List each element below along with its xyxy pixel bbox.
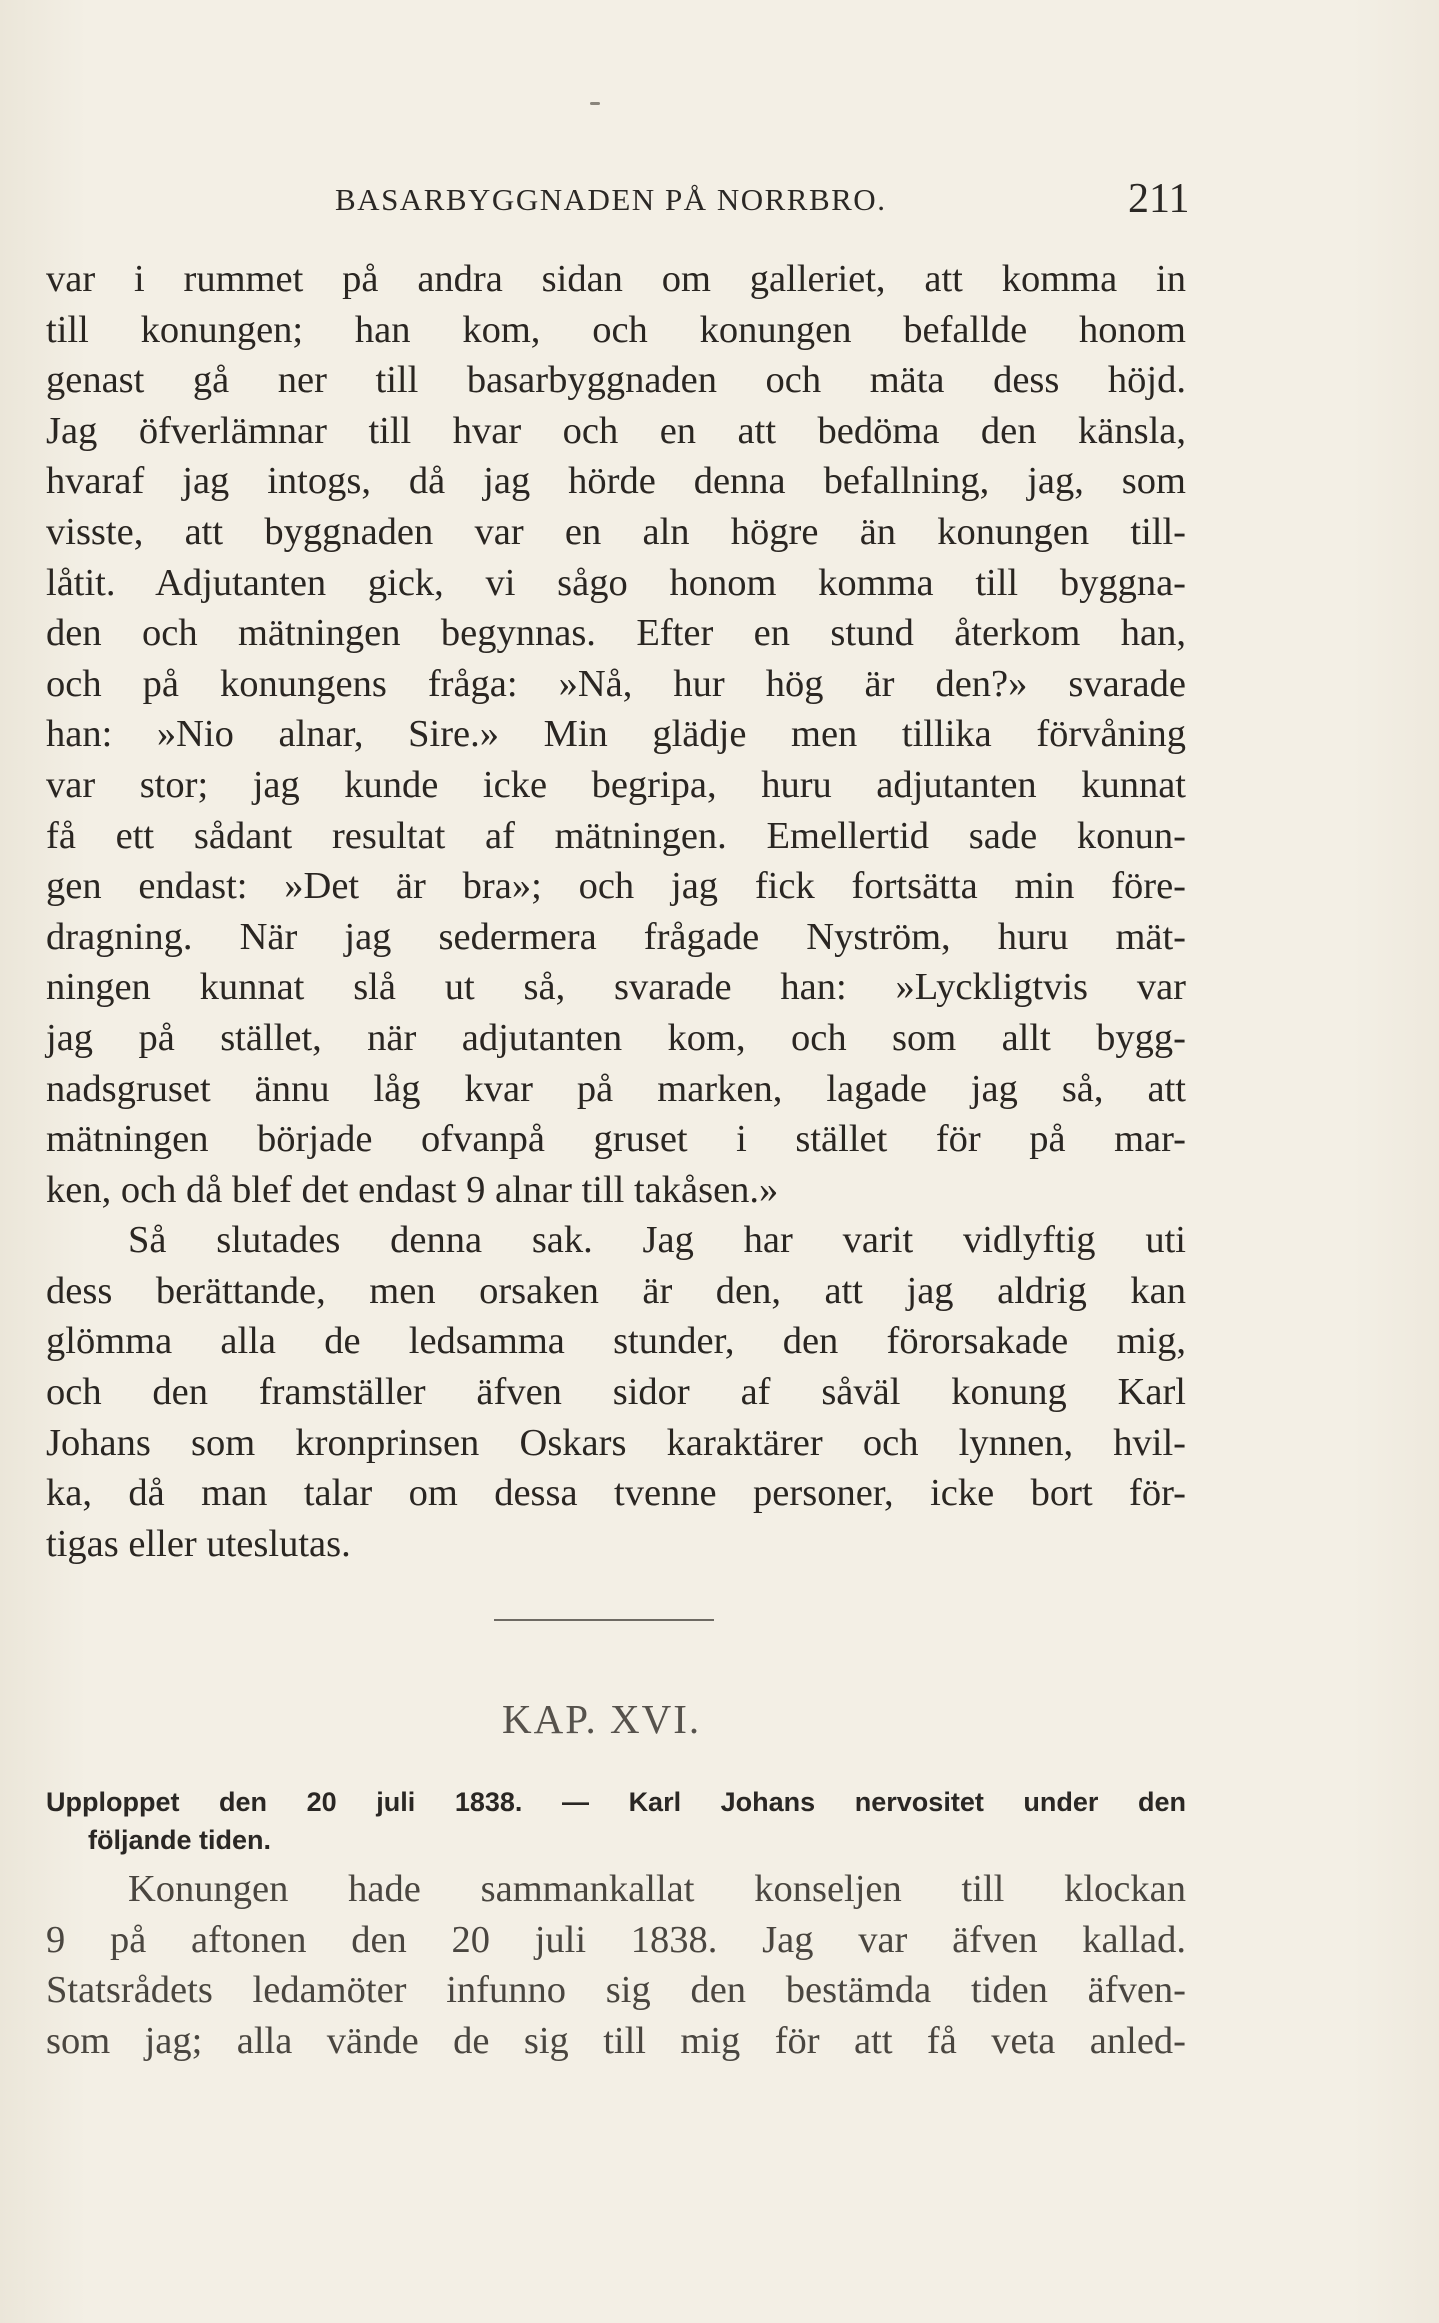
section-divider <box>494 1619 714 1621</box>
text-line: han: »Nio alnar, Sire.» Min glädje men tillika förvåning <box>46 713 1186 756</box>
summary-line: Upploppet den 20 juli 1838. — Karl Johans nervositet under den <box>46 1787 1186 1817</box>
text-line: ken, och då blef det endast 9 alnar till takåsen.» <box>46 1168 779 1211</box>
summary-line: följande tiden. <box>88 1825 272 1855</box>
text-line: den och mätningen begynnas. Efter en stund återkom han, <box>46 612 1186 655</box>
text-line: dragning. När jag sedermera frågade Nyström, huru mät- <box>46 915 1186 958</box>
text-line: var i rummet på andra sidan om galleriet, att komma in <box>46 258 1186 300</box>
text-line: var stor; jag kunde icke begripa, huru adjutanten kunnat <box>46 763 1186 806</box>
text-line: hvaraf jag intogs, då jag hörde denna befallning, jag, som <box>46 460 1186 503</box>
paper-speck <box>590 102 600 105</box>
text-line: 9 på aftonen den 20 juli 1838. Jag var äfven kallad. <box>46 1918 1186 1961</box>
text-line: genast gå ner till basarbyggnaden och mäta dess höjd. <box>46 359 1186 402</box>
text-line: låtit. Adjutanten gick, vi sågo honom komma till byggna- <box>46 561 1186 604</box>
text-line: och på konungens fråga: »Nå, hur hög är den?» svarade <box>46 662 1186 705</box>
text-line: Johans som kronprinsen Oskars karaktärer och lynnen, hvil- <box>46 1421 1186 1464</box>
text-line: nadsgruset ännu låg kvar på marken, lagade jag så, att <box>46 1067 1186 1110</box>
text-line: till konungen; han kom, och konungen befallde honom <box>46 308 1186 351</box>
running-head: BASARBYGGNADEN PÅ NORRBRO. <box>335 182 887 217</box>
text-line: gen endast: »Det är bra»; och jag fick fortsätta min före- <box>46 865 1186 908</box>
body-text <box>46 254 1186 1569</box>
text-line: mätningen började ofvanpå gruset i stället för på mar- <box>46 1118 1186 1161</box>
text-line: få ett sådant resultat af mätningen. Emellertid sade konun- <box>46 814 1186 857</box>
text-line: Konungen hade sammankallat konseljen till klockan <box>128 1868 1186 1910</box>
text-line: visste, att byggnaden var en aln högre än konungen till- <box>46 510 1186 553</box>
text-line: som jag; alla vände de sig till mig för att få veta anled- <box>46 2019 1186 2062</box>
text-line: tigas eller uteslutas. <box>46 1522 351 1565</box>
page-number: 211 <box>1128 176 1190 222</box>
text-line: Jag öfverlämnar till hvar och en att bedöma den känsla, <box>46 409 1186 452</box>
chapter-summary <box>46 1783 1186 1859</box>
text-line: glömma alla de ledsamma stunder, den förorsakade mig, <box>46 1320 1186 1363</box>
text-line: och den framställer äfven sidor af såväl konung Karl <box>46 1371 1186 1414</box>
chapter-text <box>46 1864 1186 2066</box>
text-line: Så slutades denna sak. Jag har varit vidlyftig uti <box>128 1219 1186 1262</box>
text-line: ka, då man talar om dessa tvenne personer, icke bort för- <box>46 1472 1186 1515</box>
text-line: dess berättande, men orsaken är den, att jag aldrig kan <box>46 1269 1186 1312</box>
text-line: jag på stället, när adjutanten kom, och som allt bygg- <box>46 1016 1186 1059</box>
text-line: Statsrådets ledamöter infunno sig den bestämda tiden äfven- <box>46 1969 1186 2012</box>
chapter-heading: KAP. XVI. <box>502 1696 702 1742</box>
text-line: ningen kunnat slå ut så, svarade han: »Lyckligtvis var <box>46 966 1186 1009</box>
